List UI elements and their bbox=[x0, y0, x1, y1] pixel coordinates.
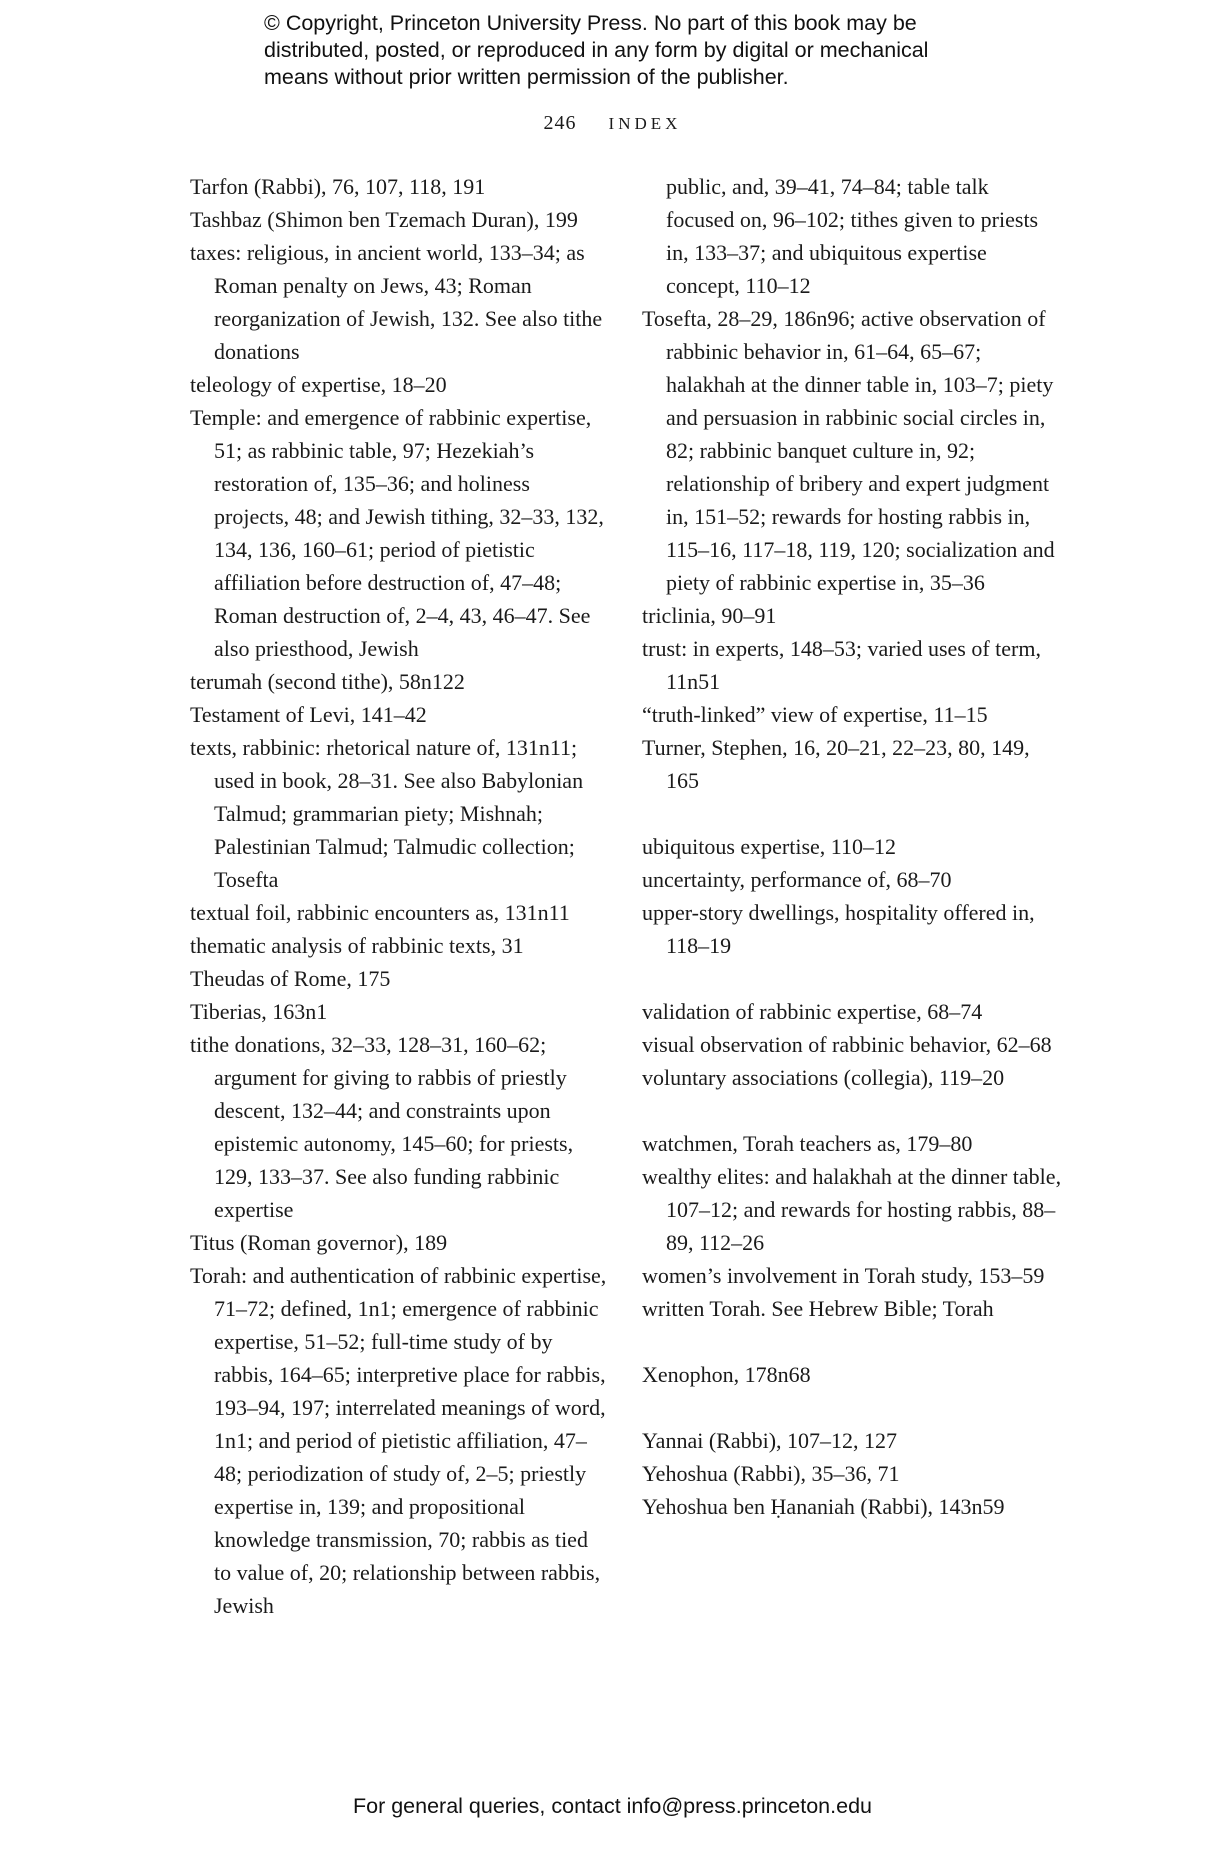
index-entry: watchmen, Torah teachers as, 179–80 bbox=[642, 1131, 973, 1156]
index-entry: written Torah. See Hebrew Bible; Torah bbox=[642, 1296, 994, 1321]
index-entry: Testament of Levi, 141–42 bbox=[190, 702, 427, 727]
copyright-line: © Copyright, Princeton University Press. No part of this book may be bbox=[264, 11, 917, 35]
index-entry: tithe donations, 32–33, 128–31, 160–62; argument for giving to rabbis of priestly descent, 132–44; and constraints upon epistemic autonomy, 145–60; for priests, 129, 133–37. See also funding rabbinic expertise bbox=[190, 1032, 574, 1222]
index-entry: ubiquitous expertise, 110–12 bbox=[642, 834, 896, 859]
letter-group-gap bbox=[642, 1094, 1062, 1127]
index-entry: Tashbaz (Shimon ben Tzemach Duran), 199 bbox=[190, 207, 578, 232]
index-entry: texts, rabbinic: rhetorical nature of, 131n11; used in book, 28–31. See also Babylonian Talmud; grammarian piety; Mishnah; Palestinian Talmud; Talmudic collection; Tosefta bbox=[190, 735, 584, 892]
index-entry: Tarfon (Rabbi), 76, 107, 118, 191 bbox=[190, 174, 486, 199]
index-entry: Turner, Stephen, 16, 20–21, 22–23, 80, 149, 165 bbox=[642, 735, 1030, 793]
index-entry: Titus (Roman governor), 189 bbox=[190, 1230, 448, 1255]
index-column-left bbox=[190, 170, 610, 1622]
index-entry: Yehoshua ben Ḥananiah (Rabbi), 143n59 bbox=[642, 1494, 1005, 1519]
index-entry: uncertainty, performance of, 68–70 bbox=[642, 867, 952, 892]
index-entry: Theudas of Rome, 175 bbox=[190, 966, 391, 991]
letter-group-gap bbox=[642, 797, 1062, 830]
index-entry: thematic analysis of rabbinic texts, 31 bbox=[190, 933, 524, 958]
copyright-line: distributed, posted, or reproduced in any form by digital or mechanical bbox=[264, 38, 929, 62]
index-entry: triclinia, 90–91 bbox=[642, 603, 777, 628]
index-entry: Xenophon, 178n68 bbox=[642, 1362, 811, 1387]
index-entry: Tiberias, 163n1 bbox=[190, 999, 328, 1024]
section-title: INDEX bbox=[608, 114, 682, 133]
letter-group-gap bbox=[642, 962, 1062, 995]
index-entry: wealthy elites: and halakhah at the dinner table, 107–12; and rewards for hosting rabbis, 88–89, 112–26 bbox=[642, 1164, 1062, 1255]
index-entry: textual foil, rabbinic encounters as, 131n11 bbox=[190, 900, 570, 925]
copyright-line: means without prior written permission of the publisher. bbox=[264, 65, 789, 89]
index-entry: visual observation of rabbinic behavior, 62–68 bbox=[642, 1032, 1052, 1057]
index-entry-continuation: public, and, 39–41, 74–84; table talk focused on, 96–102; tithes given to priests in, 133–37; and ubiquitous expertise concept, 110–12 bbox=[666, 174, 1039, 298]
index-entry: Yannai (Rabbi), 107–12, 127 bbox=[642, 1428, 898, 1453]
index-entry: voluntary associations (collegia), 119–20 bbox=[642, 1065, 1005, 1090]
footer-contact: For general queries, contact info@press.princeton.edu bbox=[352, 1794, 872, 1818]
index-entry: Temple: and emergence of rabbinic expertise, 51; as rabbinic table, 97; Hezekiah’s restoration of, 135–36; and holiness projects, 48; and Jewish tithing, 32–33, 132, 134, 136, 160–61; period of pietistic affiliation before destruction of, 47–48; Roman destruction of, 2–4, 43, 46–47. See also priesthood, Jewish bbox=[190, 405, 604, 661]
letter-group-gap bbox=[642, 1325, 1062, 1358]
index-entry: “truth-linked” view of expertise, 11–15 bbox=[642, 702, 988, 727]
index-entry: trust: in experts, 148–53; varied uses of term, 11n51 bbox=[642, 636, 1041, 694]
letter-group-gap bbox=[642, 1391, 1062, 1424]
index-entry: Yehoshua (Rabbi), 35–36, 71 bbox=[642, 1461, 900, 1486]
index-entry: teleology of expertise, 18–20 bbox=[190, 372, 447, 397]
index-entry: Torah: and authentication of rabbinic expertise, 71–72; defined, 1n1; emergence of rabbinic expertise, 51–52; full-time study of by rabbis, 164–65; interpretive place for rabbis, 193–94, 197; interrelated meanings of word, 1n1; and period of pietistic affiliation, 47–48; periodization of study of, 2–5; priestly expertise in, 139; and propositional knowledge transmission, 70; rabbis as tied to value of, 20; relationship between rabbis, Jewish bbox=[190, 1263, 607, 1618]
running-head bbox=[0, 112, 1225, 135]
index-entry: validation of rabbinic expertise, 68–74 bbox=[642, 999, 983, 1024]
index-entry: upper-story dwellings, hospitality offered in, 118–19 bbox=[642, 900, 1035, 958]
index-entry: Tosefta, 28–29, 186n96; active observation of rabbinic behavior in, 61–64, 65–67; halakhah at the dinner table in, 103–7; piety and persuasion in rabbinic social circles in, 82; rabbinic banquet culture in, 92; relationship of bribery and expert judgment in, 151–52; rewards for hosting rabbis in, 115–16, 117–18, 119, 120; socialization and piety of rabbinic expertise in, 35–36 bbox=[642, 306, 1055, 595]
page-number: 246 bbox=[543, 112, 577, 134]
copyright-notice bbox=[264, 10, 1024, 91]
index-entry: taxes: religious, in ancient world, 133–34; as Roman penalty on Jews, 43; Roman reorganization of Jewish, 132. See also tithe donations bbox=[190, 240, 603, 364]
index-column-right bbox=[642, 170, 1062, 1523]
index-entry: women’s involvement in Torah study, 153–59 bbox=[642, 1263, 1045, 1288]
index-entry: terumah (second tithe), 58n122 bbox=[190, 669, 465, 694]
